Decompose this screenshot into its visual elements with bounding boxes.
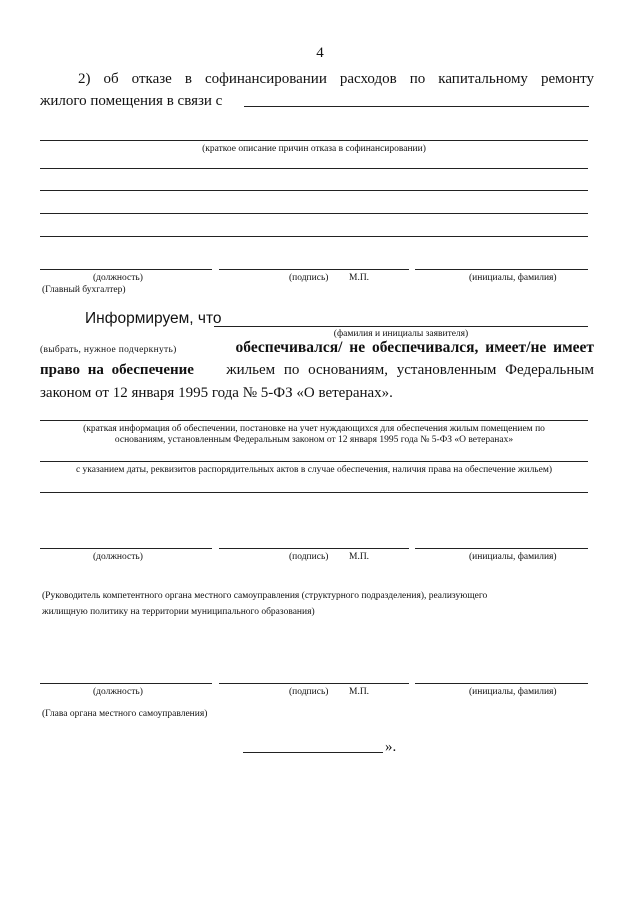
inform-line3: законом от 12 января 1995 года № 5-ФЗ «О ветеранах». (40, 385, 393, 401)
role-caption: (Глава органа местного самоуправления) (42, 709, 208, 719)
applicant-field[interactable] (214, 326, 588, 327)
position-caption: (должность) (93, 552, 143, 562)
options-text: обеспечивался/ не обеспечивался, имеет/не имеет (235, 339, 594, 356)
info-line[interactable] (40, 461, 588, 462)
blank-line[interactable] (40, 168, 588, 169)
blank-line[interactable] (40, 236, 588, 237)
reason-line[interactable] (40, 140, 588, 141)
position-line[interactable] (40, 269, 212, 270)
name-line[interactable] (415, 548, 588, 549)
info-caption-1: (краткая информация об обеспечении, постановке на учет нуждающихся для обеспечения жилым помещением по (83, 424, 545, 434)
info-caption-3: с указанием даты, реквизитов распорядительных актов в случае обеспечения, наличия права на обеспечение жильем) (75, 465, 553, 475)
item2-line2: жилого помещения в связи с (40, 93, 223, 109)
role-caption-2: жилищную политику на территории муниципального образования) (42, 607, 315, 617)
applicant-caption: (фамилия и инициалы заявителя) (333, 329, 469, 339)
name-caption: (инициалы, фамилия) (469, 552, 557, 562)
name-caption: (инициалы, фамилия) (469, 687, 557, 697)
item2-line1: 2) об отказе в софинансировании расходов по капитальному ремонту (78, 71, 594, 87)
signature-line[interactable] (219, 683, 409, 684)
inform-lead: Информируем, что (85, 310, 222, 327)
page-number: 4 (316, 45, 324, 61)
inform-line2 (40, 361, 594, 379)
stamp-caption: М.П. (349, 687, 370, 697)
role-caption: (Главный бухгалтер) (42, 285, 126, 295)
info-line[interactable] (40, 492, 588, 493)
inform-line1 (40, 339, 594, 357)
signature-line[interactable] (219, 548, 409, 549)
grounds-text: жильем по основаниям, установленным Федеральным (226, 362, 594, 378)
stamp-caption: М.П. (349, 552, 370, 562)
position-line[interactable] (40, 548, 212, 549)
reason-caption: (краткое описание причин отказа в софинансировании) (202, 144, 426, 154)
position-caption: (должность) (93, 687, 143, 697)
signature-caption: (подпись) (289, 273, 329, 283)
signature-caption: (подпись) (289, 687, 329, 697)
info-line[interactable] (40, 420, 588, 421)
closing-line[interactable] (243, 752, 383, 753)
signature-caption: (подпись) (289, 552, 329, 562)
stamp-caption: М.П. (349, 273, 370, 283)
blank-line[interactable] (40, 213, 588, 214)
position-line[interactable] (40, 683, 212, 684)
signature-line[interactable] (219, 269, 409, 270)
closing-quote: ». (385, 739, 397, 755)
position-caption: (должность) (93, 273, 143, 283)
role-caption-1: (Руководитель компетентного органа местного самоуправления (структурного подразделения), реализующего (42, 591, 488, 601)
right-text: право на обеспечение (40, 362, 194, 378)
info-caption-2: основаниям, установленным Федеральным законом от 12 января 1995 года № 5-ФЗ «О ветеранах» (114, 435, 514, 445)
reason-field[interactable] (244, 106, 589, 107)
name-caption: (инициалы, фамилия) (469, 273, 557, 283)
choose-caption: (выбрать, нужное подчеркнуть) (40, 345, 177, 355)
name-line[interactable] (415, 269, 588, 270)
blank-line[interactable] (40, 190, 588, 191)
name-line[interactable] (415, 683, 588, 684)
